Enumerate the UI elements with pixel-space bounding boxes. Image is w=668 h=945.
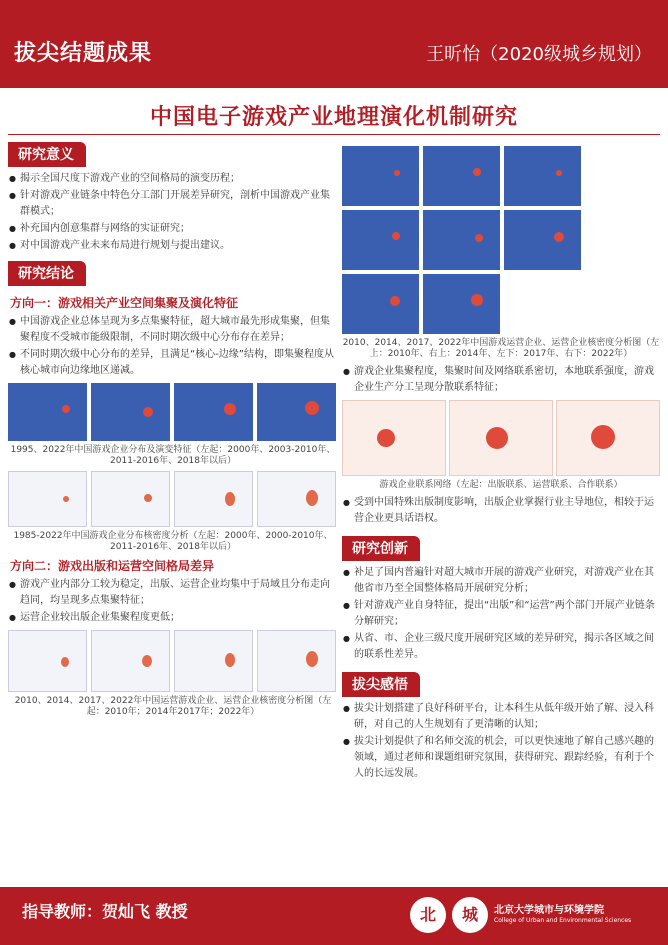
map-image — [91, 630, 170, 692]
list-item: ● 游戏产业内部分工较为稳定，出版、运营企业均集中于局域且分布走向趋同，均呈现多点集聚特征； — [8, 577, 338, 609]
network-figure — [342, 400, 660, 476]
header-right: 王昕怡（2020级城乡规划） — [426, 44, 652, 65]
right-column — [342, 142, 660, 783]
innovation-list — [342, 565, 660, 663]
reflection-list — [342, 701, 660, 782]
right-list-2 — [342, 495, 660, 527]
header-bar — [0, 0, 668, 88]
figure-caption-3: 2010、2014、2017、2022年中国运营游戏企业、运营企业核密度分析图（左起：2010年；2014年2017年；2022年） — [14, 696, 332, 717]
map-image — [504, 210, 581, 270]
section-significance: 研究意义 — [8, 142, 86, 167]
list-item: ● 拔尖计划搭建了良好科研平台，让本科生从低年级开始了解、浸入科研，对自己的人生规划有了更清晰的认知； — [342, 701, 660, 733]
map-image — [174, 630, 253, 692]
map-row-1 — [8, 383, 338, 441]
figure-caption-network: 游戏企业联系网络（左起：出版联系、运营联系、合作联系） — [379, 480, 623, 490]
map-image — [8, 471, 87, 527]
direction-one-list — [8, 314, 338, 379]
list-item: ● 中国游戏企业总体呈现为多点集聚特征，超大城市最先形成集聚，但集聚程度不受城市能级限制，不同时期次级中心分布存在差异； — [8, 314, 338, 346]
advisor-text: 指导教师：贺灿飞 教授 — [22, 902, 188, 921]
map-image — [423, 146, 500, 206]
list-item: ● 不同时期次级中心分布的差异，且满足“核心-边缘”结构，即集聚程度从核心城市向边缘地区递减。 — [8, 347, 338, 379]
institution-name-en: College of Urban and Environmental Sciences — [494, 917, 632, 924]
list-item: ● 补充国内创意集群与网络的实证研究； — [8, 221, 338, 237]
footer-bar — [0, 887, 668, 945]
significance-list — [8, 171, 338, 254]
header-left: 拔尖结题成果 — [14, 41, 153, 66]
section-conclusion: 研究结论 — [8, 261, 86, 286]
map-image — [257, 471, 336, 527]
map-image — [174, 383, 253, 441]
title-divider — [8, 134, 660, 135]
list-item: ● 游戏企业集聚程度，集聚时间及网络联系密切，本地联系强度，游戏企业生产分工呈现分散联系特征； — [342, 364, 660, 396]
map-image — [174, 471, 253, 527]
list-item: ● 针对游戏产业链条中特色分工部门开展差异研究，剖析中国游戏产业集群模式； — [8, 188, 338, 220]
map-image — [342, 274, 419, 334]
network-map — [342, 400, 446, 476]
figure-caption-top: 2010、2014、2017、2022年中国游戏运营企业、运营企业核密度分析图（左上：2010年、右上：2014年、左下：2017年、右下：2022年） — [342, 338, 660, 359]
map-image — [342, 146, 419, 206]
section-innovation: 研究创新 — [342, 536, 420, 561]
map-grid — [342, 146, 660, 334]
list-item: ● 受到中国特殊出版制度影响，出版企业掌握行业主导地位，相较于运营企业更具话语权。 — [342, 495, 660, 527]
map-image — [91, 471, 170, 527]
map-image — [8, 630, 87, 692]
list-item: ● 补足了国内普遍针对超大城市开展的游戏产业研究，对游戏产业在其他省市乃至全国整体格局开展研究分析； — [342, 565, 660, 597]
map-image — [423, 274, 500, 334]
figure-caption-2: 1985-2022年中国游戏企业分布核密度分析（左起：2000年、2000-2010年、2011-2016年、2018年以后） — [13, 531, 333, 552]
left-column — [8, 142, 338, 722]
list-item: ● 拔尖计划提供了和名师交流的机会，可以更快速地了解自己感兴趣的领域，通过老师和课题组研究氛围，获得研究、跟踪经验，有利于个人的长远发展。 — [342, 734, 660, 782]
map-image — [342, 210, 419, 270]
map-image — [91, 383, 170, 441]
poster-title: 中国电子游戏产业地理演化机制研究 — [149, 105, 518, 130]
map-row-3 — [8, 630, 338, 692]
list-item: ● 运营企业较出版企业集聚程度更低； — [8, 610, 338, 626]
map-row-2 — [8, 471, 338, 527]
map-image — [504, 146, 581, 206]
list-item: ● 从省、市、企业三级尺度开展研究区域的差异研究，揭示各区域之间的联系性差异。 — [342, 631, 660, 663]
direction-one-title: 方向一：游戏相关产业空间集聚及演化特征 — [10, 296, 239, 310]
college-logo: 城 — [452, 897, 488, 933]
list-item: ● 针对游戏产业自身特征，提出“出版”和“运营”两个部门开展产业链条分解研究； — [342, 598, 660, 630]
right-list-1 — [342, 364, 660, 396]
network-map — [449, 400, 553, 476]
section-reflection: 拔尖感悟 — [342, 672, 420, 697]
network-map — [556, 400, 660, 476]
figure-caption-1: 1995、2022年中国游戏企业分布及演变特征（左起：2000年、2003-2010年、2011-2016年、2018年以后） — [10, 445, 336, 466]
list-item: ● 揭示全国尺度下游戏产业的空间格局的演变历程； — [8, 171, 338, 187]
direction-two-title: 方向二：游戏出版和运营空间格局差异 — [10, 559, 215, 573]
map-image — [257, 630, 336, 692]
map-image — [8, 383, 87, 441]
list-item: ● 对中国游戏产业未来布局进行规划与提出建议。 — [8, 238, 338, 254]
pku-logo: 北 — [410, 897, 446, 933]
map-image — [257, 383, 336, 441]
direction-two-list — [8, 577, 338, 626]
institution-name: 北京大学城市与环境学院 — [494, 905, 604, 916]
map-image — [423, 210, 500, 270]
